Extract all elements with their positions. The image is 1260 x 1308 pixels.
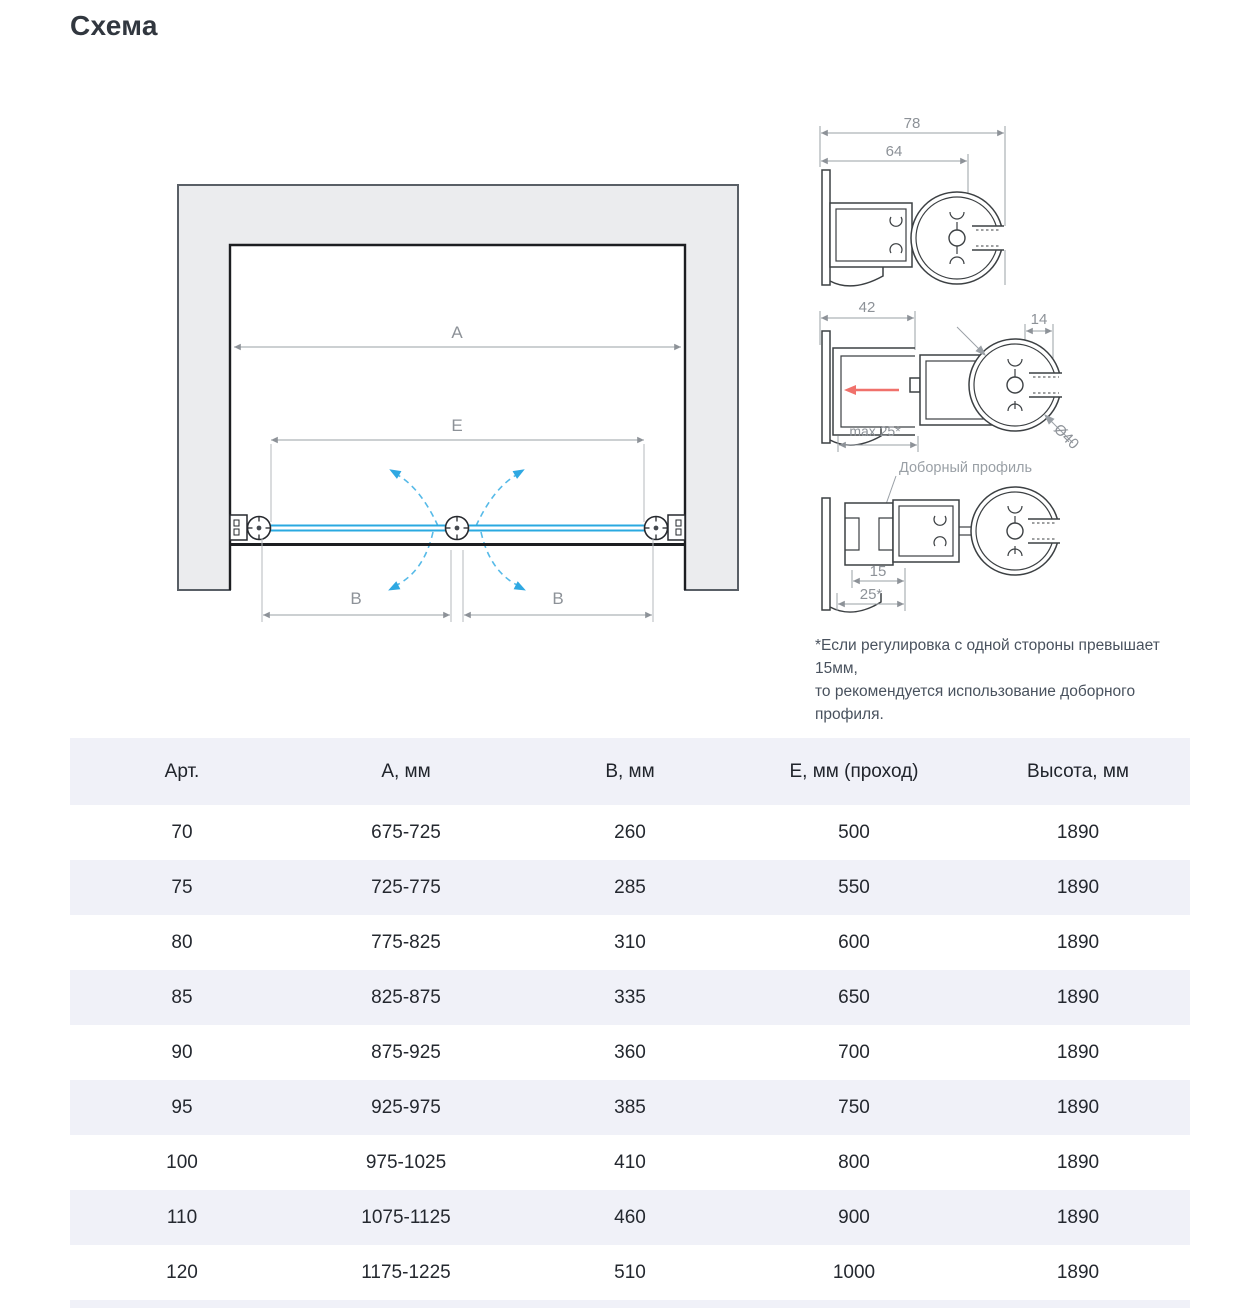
red-arrow-icon <box>844 385 856 395</box>
table-cell: 385 <box>614 1096 646 1118</box>
swing-arrow-icon <box>513 465 527 479</box>
col-header-art: Арт. <box>164 760 200 782</box>
footnote <box>815 634 1195 726</box>
extension-profile-callout: Доборный профиль <box>899 460 1033 476</box>
extension-profile-drawing <box>845 503 893 565</box>
table-row <box>70 1245 1190 1300</box>
dim-42-label: 42 <box>858 300 876 316</box>
table-cell: 725-775 <box>371 876 441 898</box>
table-cell: 675-725 <box>371 821 441 843</box>
table-cell: 360 <box>614 1041 646 1063</box>
table-cell: 1175-1225 <box>361 1261 451 1283</box>
profile-section-bottom <box>795 450 1095 645</box>
table-cell: 1890 <box>1056 876 1100 898</box>
dim-e-label: E <box>451 416 463 435</box>
table-cell: 975-1025 <box>365 1151 447 1173</box>
dim-b-left-label: B <box>350 589 362 608</box>
dim-15-label: 15 <box>869 563 887 580</box>
dim-64-label: 64 <box>885 143 903 160</box>
table-cell: 1890 <box>1056 1096 1100 1118</box>
table-cell: 650 <box>838 986 870 1008</box>
hinge-left <box>248 517 271 540</box>
table-cell: 80 <box>171 931 193 953</box>
table-cell: 410 <box>614 1151 646 1173</box>
swing-arrow-icon <box>387 465 401 479</box>
dim-14-label: 14 <box>1030 311 1048 328</box>
table-row <box>70 915 1190 970</box>
profile-middle-svg <box>795 300 1095 470</box>
table-cell: 500 <box>838 821 870 843</box>
table-row <box>70 1135 1190 1190</box>
adjust-arrow <box>844 385 899 395</box>
table-cell: 750 <box>838 1096 870 1118</box>
profile-section-top <box>795 115 1025 300</box>
table-cell: 550 <box>838 876 870 898</box>
table-row <box>70 970 1190 1025</box>
dim-d40-label: Ø40 <box>1050 420 1083 453</box>
table-cell: 1890 <box>1056 1206 1100 1228</box>
table-cell: 310 <box>614 931 646 953</box>
table-cell: 1890 <box>1056 1261 1100 1283</box>
table-cell: 825-875 <box>371 986 441 1008</box>
table-cell: 90 <box>171 1041 193 1063</box>
dimension-e <box>271 440 644 522</box>
dim-78-label: 78 <box>903 115 921 132</box>
dim-a-label: A <box>451 323 463 342</box>
footnote-line-2: то рекомендуется использование доборного профиля. <box>815 683 1136 723</box>
hinge-right <box>645 517 668 540</box>
profile-bottom-svg <box>795 450 1095 645</box>
table-cell: 1890 <box>1056 821 1100 843</box>
table-cell: 95 <box>171 1096 193 1118</box>
wall-bracket-left <box>230 515 247 540</box>
table-cell: 460 <box>614 1206 646 1228</box>
col-header-height: Высота, мм <box>1027 760 1129 782</box>
footnote-line-1: *Если регулировка с одной стороны превышает 15мм, <box>815 637 1160 677</box>
dim-b-right-label: B <box>552 589 564 608</box>
table-cell: 1890 <box>1056 931 1100 953</box>
table-cell: 70 <box>171 821 193 843</box>
table-partial-row <box>70 1300 1190 1308</box>
table-cell: 875-925 <box>371 1041 441 1063</box>
table-cell: 1890 <box>1056 1151 1100 1173</box>
col-header-b: В, мм <box>605 760 655 782</box>
table-cell: 85 <box>171 986 193 1008</box>
table-cell: 1075-1125 <box>361 1206 451 1228</box>
table-cell: 775-825 <box>371 931 441 953</box>
table-cell: 75 <box>171 876 193 898</box>
table-cell: 1000 <box>832 1261 876 1283</box>
table-row <box>70 1025 1190 1080</box>
dim-25-label: 25* <box>859 586 883 603</box>
swing-arrow-icon <box>386 581 400 594</box>
table-cell: 110 <box>166 1206 198 1228</box>
hinge-profile-drawing <box>971 487 1062 575</box>
page-title: Схема <box>70 10 158 41</box>
table-row <box>70 805 1190 860</box>
table-row <box>70 1080 1190 1135</box>
table-cell: 600 <box>838 931 870 953</box>
table-cell: 925-975 <box>371 1096 441 1118</box>
wall-profile-drawing <box>822 170 912 286</box>
wall-bracket-right <box>668 515 685 540</box>
table-cell: 100 <box>166 1151 198 1173</box>
table-body <box>70 805 1190 1300</box>
table-cell: 700 <box>838 1041 870 1063</box>
profile-top-svg <box>795 115 1025 300</box>
table-cell: 285 <box>614 876 646 898</box>
table-cell: 335 <box>614 986 646 1008</box>
table-row <box>70 1190 1190 1245</box>
dimension-b <box>262 538 653 622</box>
dim-max25-label: max 25* <box>849 423 901 439</box>
table-cell: 800 <box>838 1151 870 1173</box>
plan-view-diagram <box>170 170 750 640</box>
table-row <box>70 860 1190 915</box>
hinge-center <box>446 517 469 540</box>
plan-view-svg <box>170 170 750 640</box>
hinge-profile-drawing <box>911 192 1008 284</box>
table-cell: 120 <box>166 1261 198 1283</box>
table-cell: 900 <box>838 1206 870 1228</box>
table-cell: 1890 <box>1056 1041 1100 1063</box>
table-cell: 510 <box>614 1261 646 1283</box>
col-header-a: А, мм <box>381 760 431 782</box>
table-header-row <box>70 738 1190 805</box>
table-cell: 260 <box>614 821 646 843</box>
size-table <box>70 738 1190 1308</box>
table-cell: 1890 <box>1056 986 1100 1008</box>
profile-section-middle <box>795 300 1095 470</box>
swing-arrow-icon <box>514 581 528 594</box>
col-header-e: Е, мм (проход) <box>789 760 919 782</box>
door-profile-drawing <box>893 500 972 562</box>
